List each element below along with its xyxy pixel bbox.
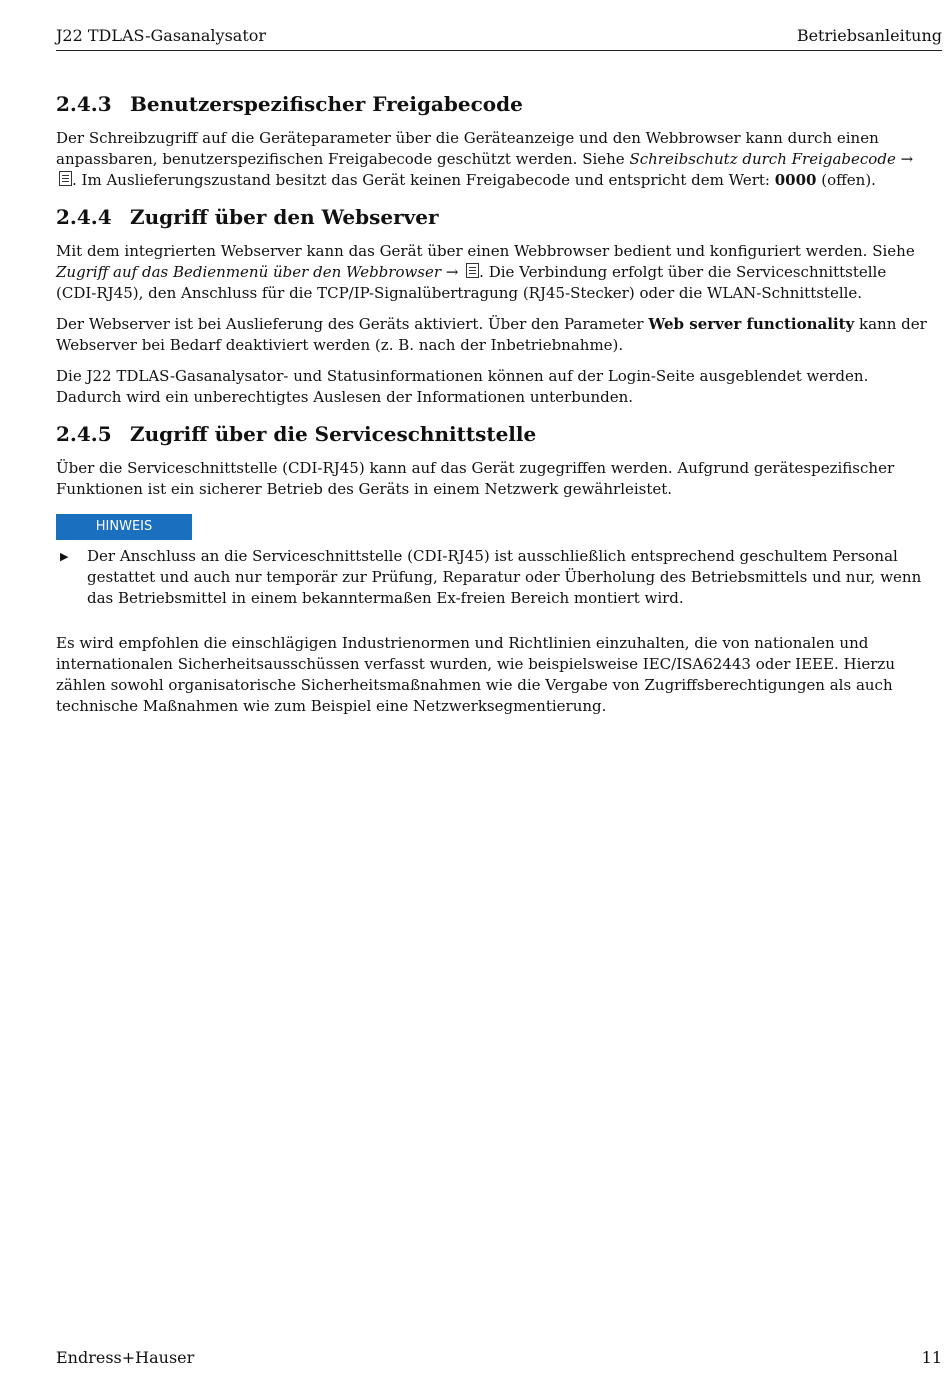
section-heading: [56, 420, 930, 448]
document-page-icon[interactable]: [59, 171, 72, 186]
default-code: 0000: [774, 171, 817, 189]
text: kann der Webserver bei Bedarf deaktiviert werden (z. B. nach der Inbetriebnahme).: [56, 315, 927, 354]
notice-text: Der Anschluss an die Serviceschnittstelle (CDI-RJ45) ist ausschließlich entsprechend geschultem Personal gestattet und auch nur temporär zur Prüfung, Reparatur oder Überholung des Betriebsmittels und nur, wenn das Betriebsmittel in einem bekanntermaßen Ex-freien Bereich montiert wird.: [87, 547, 922, 607]
text: . Im Auslieferungszustand besitzt das Gerät keinen Freigabecode und entspricht dem Wert:: [72, 171, 775, 189]
parameter-name: Web server functionality: [648, 315, 855, 333]
section-title: Benutzerspezifischer Freigabecode: [130, 92, 523, 116]
cross-reference-link[interactable]: Zugriff auf das Bedienmenü über den Webbrowser: [56, 263, 442, 281]
section-heading: [56, 90, 930, 118]
page-number: 11: [921, 1348, 942, 1367]
bullet-triangle-icon: ▶: [60, 550, 69, 563]
notice-bullet: [56, 546, 930, 609]
notice-badge: HINWEIS: [56, 514, 192, 540]
section-number: 2.4.3: [56, 92, 112, 116]
header-doc-title: J22 TDLAS-Gasanalysator: [56, 26, 267, 45]
section-number: 2.4.4: [56, 205, 112, 229]
text: (offen).: [816, 171, 876, 189]
text: Mit dem integrierten Webserver kann das Gerät über einen Webbrowser bedient und konfiguriert werden. Siehe: [56, 242, 915, 260]
arrow-text: →: [441, 263, 464, 281]
section-heading: [56, 203, 930, 231]
paragraph: [56, 128, 930, 191]
section-number: 2.4.5: [56, 422, 112, 446]
cross-reference-link[interactable]: Schreibschutz durch Freigabecode: [629, 150, 896, 168]
page-header: [56, 26, 942, 51]
paragraph: Über die Serviceschnittstelle (CDI-RJ45) kann auf das Gerät zugegriffen werden. Aufgrund gerätespezifischer Funktionen ist ein sicherer Betrieb des Geräts in einem Netzwerk gewährleistet.: [56, 459, 895, 498]
footer-company: Endress+Hauser: [56, 1348, 195, 1367]
text: Der Webserver ist bei Auslieferung des Geräts aktiviert. Über den Parameter: [56, 315, 649, 333]
section-2-4-3: [56, 90, 930, 191]
paragraph: Es wird empfohlen die einschlägigen Industrienormen und Richtlinien einzuhalten, die von nationalen und internationalen Sicherheitsausschüssen verfasst wurden, wie beispielsweise IEC/ISA62443 oder IEEE. Hierzu zählen sowohl organisatorische Sicherheitsmaßnahmen wie die Vergabe von Zugriffsberechtigungen als auch technische Maßnahmen wie zum Beispiel eine Netzwerksegmentierung.: [56, 634, 895, 715]
page-content: [56, 90, 930, 729]
paragraph: [56, 314, 930, 356]
section-2-4-4: [56, 203, 930, 408]
paragraph: Die J22 TDLAS-Gasanalysator- und Statusinformationen können auf der Login-Seite ausgeblendet werden. Dadurch wird ein unberechtigtes Auslesen der Informationen unterbunden.: [56, 367, 869, 406]
arrow-text: →: [895, 150, 914, 168]
document-page-icon[interactable]: [466, 263, 479, 278]
header-doc-type: Betriebsanleitung: [796, 26, 942, 45]
text: . Die Verbindung erfolgt über die Serviceschnittstelle (CDI-RJ45), den Anschluss für die TCP/IP-Signalübertragung (RJ45-Stecker) oder die WLAN-Schnittstelle.: [56, 263, 887, 302]
section-title: Zugriff über die Serviceschnittstelle: [130, 422, 537, 446]
section-title: Zugriff über den Webserver: [130, 205, 439, 229]
section-2-4-5: [56, 420, 930, 717]
paragraph: [56, 241, 930, 304]
text: Der Schreibzugriff auf die Geräteparameter über die Geräteanzeige und den Webbrowser kann durch einen anpassbaren, benutzerspezifischen Freigabecode geschützt werden. Siehe: [56, 129, 879, 168]
